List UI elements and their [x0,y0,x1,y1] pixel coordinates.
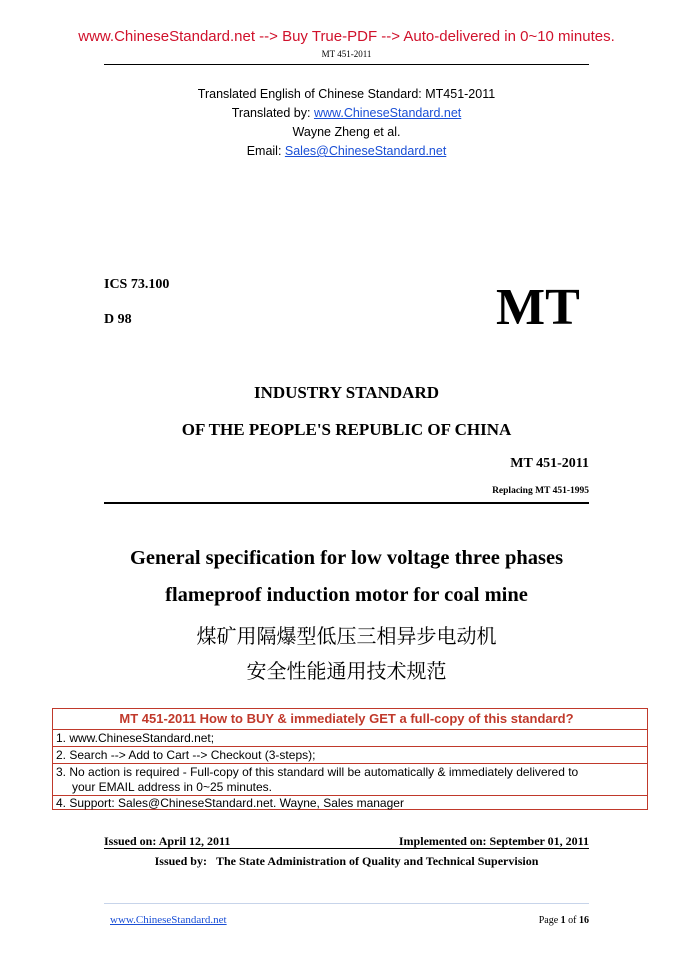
ccs-code: D 98 [104,312,132,327]
purchase-separator [53,729,647,730]
title-rule [104,502,589,504]
purchase-step-4: 4. Support: Sales@ChineseStandard.net. Wayne, Sales manager [56,796,404,810]
title-english-line2: flameproof induction motor for coal mine [165,584,528,606]
translated-by-label: Translated by: [231,106,314,120]
purchase-step-3: 3. No action is required - Full-copy of this standard will be automatically & immediately delivered to [56,765,579,779]
promo-banner[interactable]: www.ChineseStandard.net --> Buy True-PDF --> Auto-delivered in 0~10 minutes. [78,28,615,45]
email-label: Email: [246,144,285,158]
issue-rule [104,848,589,849]
purchase-step-3-continued: your EMAIL address in 0~25 minutes. [72,780,272,794]
replacing-note: Replacing MT 451-1995 [492,486,589,496]
standard-number: MT 451-2011 [510,456,589,471]
email-link[interactable]: Sales@ChineseStandard.net [284,144,447,158]
title-english-line1: General specification for low voltage three phases [129,547,564,569]
translator-site-link[interactable]: www.ChineseStandard.net [313,106,462,120]
translation-notice: Translated English of Chinese Standard: MT451-2011 [197,87,496,101]
purchase-separator [53,746,647,747]
industry-standard-heading: INDUSTRY STANDARD [253,383,439,402]
footer-rule [104,903,589,904]
email-line [0,142,693,161]
purchase-step-2: 2. Search --> Add to Cart --> Checkout (3-steps); [56,748,316,762]
purchase-title: MT 451-2011 How to BUY & immediately GET a full-copy of this standard? [119,711,574,726]
issuing-authority: The State Administration of Quality and Technical Supervision [215,854,539,868]
header-rule [104,64,589,65]
purchase-separator [53,763,647,764]
translated-by-line [0,104,693,123]
implemented-on-date: Implemented on: September 01, 2011 [398,834,589,848]
title-chinese-line2: 安全性能通用技术规范 [246,659,447,683]
footer-site-link[interactable]: www.ChineseStandard.net [110,914,227,926]
page-label: Page [538,915,561,926]
page-total: 16 [579,915,589,926]
issued-on-date: Issued on: April 12, 2011 [104,834,231,848]
standard-mark: MT [496,279,580,336]
purchase-step-1[interactable]: 1. www.ChineseStandard.net; [56,731,215,745]
page-of-label: of [565,915,579,926]
country-heading: OF THE PEOPLE'S REPUBLIC OF CHINA [181,420,512,439]
title-chinese-line1: 煤矿用隔爆型低压三相异步电动机 [196,624,497,648]
issued-by-line [0,854,693,869]
running-header: MT 451-2011 [321,49,372,59]
ics-code: ICS 73.100 [104,277,170,292]
page-indicator [539,915,589,926]
translator-name: Wayne Zheng et al. [292,125,401,139]
page-current: 1 [560,915,566,926]
issued-by-label: Issued by: [154,854,207,868]
